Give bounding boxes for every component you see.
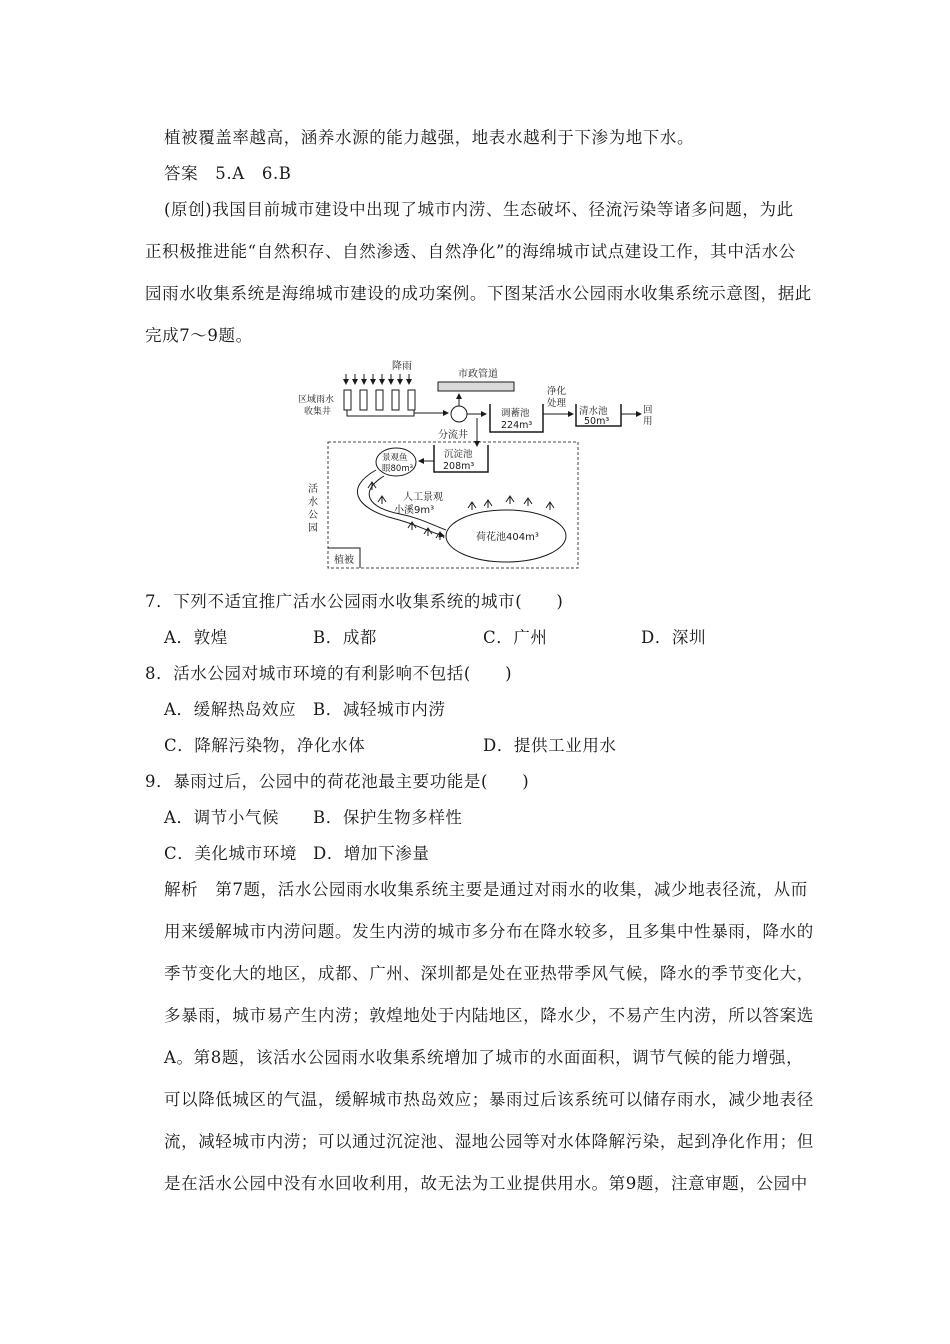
- reuse-label: 回: [643, 405, 653, 416]
- purify-label: 处理: [547, 398, 567, 409]
- question-stem: 7．下列不适宜推广活水公园雨水收集系统的城市( ): [145, 592, 564, 611]
- collection-wells: [344, 390, 415, 410]
- intro-line: (原创)我国目前城市建设中出现了城市内涝、生态破坏、径流污染等诸多问题，为此: [164, 200, 794, 219]
- clear-tank-label: 清水池: [579, 406, 608, 417]
- vegetation-label: 植被: [334, 555, 354, 566]
- stream-line: [369, 476, 446, 530]
- park-label: 公: [308, 510, 318, 521]
- option-a: A．敦煌: [164, 628, 228, 647]
- answer-line: 答案 5.A 6.B: [164, 164, 292, 183]
- reuse-label: 用: [643, 416, 653, 427]
- option-c: C．降解污染物，净化水体: [164, 736, 366, 755]
- analysis-line: 解析 第7题，活水公园雨水收集系统主要是通过对雨水的收集，减少地表径流，从而: [164, 880, 808, 899]
- stream-label: 人工景观: [403, 492, 443, 503]
- option-b: B．成都: [313, 628, 378, 647]
- analysis-line: 是在活水公园中没有水回收利用，故无法为工业提供用水。第9题，注意审题，公园中: [164, 1174, 808, 1193]
- rainwater-system-diagram: [296, 358, 656, 570]
- option-c: C．广州: [483, 628, 548, 647]
- sediment-label: 沉淀池: [444, 449, 473, 460]
- fisheye-volume: 眼80m³: [382, 464, 414, 474]
- option-d: D．增加下渗量: [313, 844, 430, 863]
- option-b: B．减轻城市内涝: [313, 700, 446, 719]
- rain-arrows: [346, 374, 409, 384]
- intro-line: 园雨水收集系统是海绵城市建设的成功案例。下图某活水公园雨水收集系统示意图，据此: [145, 284, 812, 303]
- option-d: D．提供工业用水: [483, 736, 617, 755]
- analysis-line: 季节变化大的地区，成都、广州、深圳都是处在亚热带季风气候，降水的季节变化大，: [164, 964, 814, 983]
- lotus-label: 荷花池404m³: [476, 532, 539, 543]
- option-c: C．美化城市环境: [164, 844, 297, 863]
- analysis-line: 多暴雨，城市易产生内涝；敦煌地处于内陆地区，降水少，不易产生内涝，所以答案选: [164, 1006, 814, 1025]
- well-label: 收集井: [304, 407, 332, 417]
- intro-line: 完成7～9题。: [145, 326, 253, 345]
- sediment-volume: 208m³: [443, 461, 475, 472]
- municipal-pipe: [438, 382, 514, 391]
- park-label: 活: [308, 484, 318, 495]
- diversion-label: 分流井: [438, 430, 468, 441]
- well-label: 区域雨水: [298, 395, 335, 405]
- regulating-volume: 224m³: [501, 420, 533, 431]
- option-a: A．调节小气候: [164, 808, 280, 827]
- question-stem: 8．活水公园对城市环境的有利影响不包括( ): [145, 664, 513, 683]
- park-label: 水: [308, 497, 318, 508]
- option-d: D．深圳: [641, 628, 707, 647]
- intro-line: 正积极推进能“自然积存、自然渗透、自然净化”的海绵城市试点建设工作，其中活水公: [145, 242, 796, 261]
- analysis-line: 流，减轻城市内涝；可以通过沉淀池、湿地公园等对水体降解污染，起到净化作用；但: [164, 1132, 814, 1151]
- rain-label: 降雨: [392, 361, 412, 372]
- analysis-line: 用来缓解城市内涝问题。发生内涝的城市多分布在降水较多，且多集中性暴雨，降水的: [164, 922, 814, 941]
- collection-pipe: [347, 410, 414, 416]
- stream-volume: 小溪9m³: [394, 505, 435, 516]
- clear-tank-volume: 50m³: [584, 416, 610, 427]
- stream-line: [357, 470, 444, 536]
- diversion-well: [451, 406, 467, 422]
- option-b: B．保护生物多样性: [313, 808, 463, 827]
- analysis-line: 可以降低城区的气温，缓解城市热岛效应；暴雨过后该系统可以储存雨水，减少地表径: [164, 1090, 814, 1109]
- purify-label: 净化: [547, 386, 567, 397]
- fisheye-label: 景观鱼: [382, 453, 408, 463]
- municipal-label: 市政管道: [458, 369, 498, 380]
- regulating-label: 调蓄池: [501, 408, 530, 419]
- analysis-line: A。第8题，该活水公园雨水收集系统增加了城市的水面面积，调节气候的能力增强，: [164, 1048, 804, 1067]
- option-a: A．缓解热岛效应: [164, 700, 297, 719]
- park-label: 园: [308, 523, 318, 534]
- question-stem: 9．暴雨过后，公园中的荷花池最主要功能是( ): [145, 772, 530, 791]
- paragraph-line: 植被覆盖率越高，涵养水源的能力越强，地表水越利于下渗为地下水。: [164, 128, 695, 147]
